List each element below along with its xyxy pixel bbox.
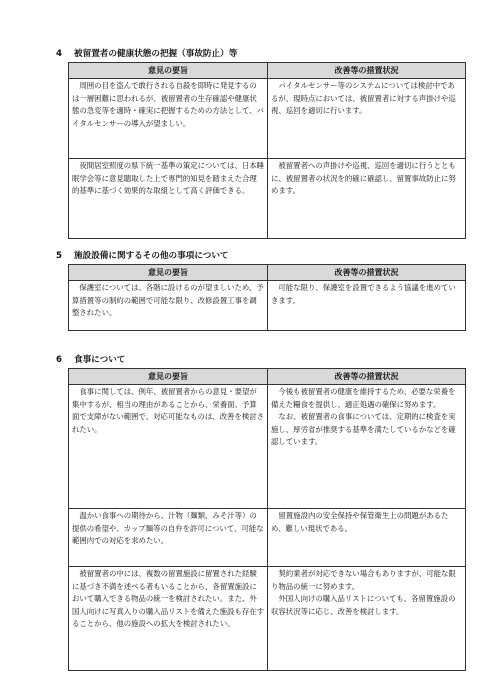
table-header-row [69, 369, 466, 385]
section-heading: 被留置者の健康状態の把握（事故防止）等 [74, 49, 238, 59]
section-5-title [56, 251, 229, 262]
opinion-text: 周囲の目を盗んで敢行される自殺を即時に発見するのは一層困難に思われるが、被留置者の生存確認や健康状態の急変等を適時・確実に把握するための方法として、バイタルセンサーの導入が望ましい。 [72, 81, 265, 128]
table-row [69, 385, 466, 509]
table-row [69, 567, 466, 671]
section-6-title [56, 355, 125, 366]
opinion-text: 夜間居室照度の県下統一基準の策定については、日本睡眠学会等に意見聴取した上で専門的知見を踏まえた合理的基準に基づく効果的な取組として高く評価できる。 [72, 161, 265, 196]
table-row [69, 159, 466, 239]
opinion-cell [69, 159, 268, 239]
header-response: 改善等の措置状況 [268, 369, 466, 385]
opinion-text: 温かい食事への期待から、汁物（麺類、みそ汁等）の提供の希望や、カップ麺等の自弁を許可について、可能な範囲内での対応を求めたい。 [72, 511, 264, 546]
section-4-table [68, 62, 466, 239]
response-cell [268, 385, 466, 509]
opinion-cell [69, 281, 268, 331]
header-opinion: 意見の要旨 [69, 369, 268, 385]
response-cell [268, 509, 466, 567]
table-row [69, 509, 466, 567]
response-cell [268, 567, 466, 671]
response-text: バイタルセンサー等のシステムについては検討中であるが、現時点においては、被留置者に対する声掛けや巡視、巡回を適切に行います。 [271, 81, 456, 116]
opinion-text: 被留置者の中には、複数の留置施設に留置された経験に基づき不満を述べる者もいることから、各留置施設において購入できる物品の統一を検討されたい。また、外国人向けに写真入りの購入品リストを備えた施設も存在することから、他の施設への拡大を検討されたい。 [72, 569, 265, 629]
table-header-row [69, 265, 466, 281]
opinion-cell [69, 509, 268, 567]
section-heading: 食事について [74, 355, 126, 365]
section-4-title [56, 49, 237, 60]
header-opinion: 意見の要旨 [69, 265, 268, 281]
opinion-text: 食事に関しては、例年、被留置者からの意見・要望が集中するが、相当の理由があることから、栄養面、予算面で支障がない範囲で、対応可能なものは、改善を検討されたい。 [72, 387, 265, 434]
response-text: 留置施設内の安全保持や保管衛生上の問題があるため、難しい現状である。 [271, 511, 449, 533]
response-text: 外国人向けの購入品リストについても、各留置施設の収容状況等に応じ、改善を検討します。 [271, 594, 456, 616]
opinion-cell [69, 385, 268, 509]
section-5-table [68, 264, 466, 331]
header-response: 改善等の措置状況 [268, 63, 466, 79]
response-cell [268, 281, 466, 331]
opinion-cell [69, 79, 268, 159]
header-opinion: 意見の要旨 [69, 63, 268, 79]
header-response: 改善等の措置状況 [268, 265, 466, 281]
response-cell [268, 159, 466, 239]
table-header-row [69, 63, 466, 79]
response-text: 契約業者が対応できない場合もありますが、可能な限り物品の統一に努めます。 [271, 569, 456, 591]
response-text: 今後も被留置者の健康を維持するため、必要な栄養を備えた糧食を提供し、適正処遇の確保に努めます。 [271, 387, 456, 409]
response-text: 被留置者への声掛けや巡視、巡回を適切に行うとともに、被留置者の状況を的確に確認し、留置事故防止に努めます。 [271, 161, 456, 196]
table-row [69, 281, 466, 331]
table-row [69, 79, 466, 159]
opinion-cell [69, 567, 268, 671]
section-6-table [68, 368, 466, 671]
section-number: 5 [56, 251, 62, 261]
response-text: 可能な限り、保護室を設置できるよう協議を進めていきます。 [271, 283, 456, 305]
response-cell [268, 79, 466, 159]
response-text: なお、被留置者の食事については、定期的に検査を実施し、厚労省が推奨する基準を満たしているかなどを確認しています。 [271, 412, 456, 447]
section-heading: 施設設備に関するその他の事項について [74, 251, 229, 261]
opinion-text: 保護室については、各階に設けるのが望ましいため、予算措置等の制約の範囲で可能な限り、改修設置工事を調整されたい。 [72, 283, 264, 318]
section-number: 4 [56, 49, 62, 59]
section-number: 6 [56, 355, 62, 365]
